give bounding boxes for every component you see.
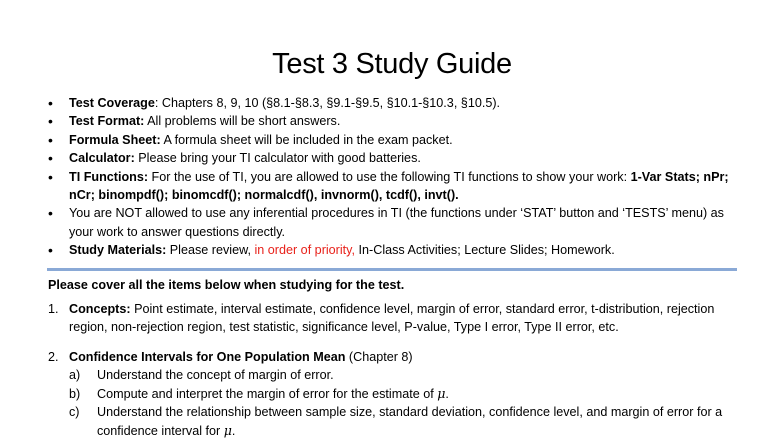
format-label: Test Format: — [69, 114, 145, 129]
item-period: . — [445, 386, 449, 401]
concepts-text: Point estimate, interval estimate, confidence level, margin of error, standard error, t-distribution, rejection region, non-rejection region, test statistic, significance level, P-value, Type I error, Type II error, etc. — [69, 302, 715, 335]
section-divider — [47, 268, 737, 271]
section-number: 2. — [48, 350, 59, 364]
info-bullet-list — [48, 94, 748, 260]
formula-text: A formula sheet will be included in the exam packet. — [160, 132, 453, 147]
section-number: 1. — [48, 302, 59, 316]
materials-text-2: In-Class Activities; Lecture Slides; Homework. — [355, 243, 615, 258]
list-item — [69, 403, 748, 440]
calc-text: Please bring your TI calculator with good batteries. — [134, 151, 421, 166]
bullet-test-coverage — [48, 94, 748, 112]
format-text: All problems will be short answers. — [144, 114, 341, 129]
calc-label: Calculator: — [69, 151, 135, 166]
item-letter: a) — [69, 368, 81, 383]
concepts-label: Concepts: — [69, 302, 131, 316]
ci-chapter: (Chapter 8) — [345, 350, 413, 364]
item-letter: b) — [69, 386, 81, 401]
item-text: Understand the concept of margin of error. — [97, 368, 334, 383]
bullet-calculator — [48, 149, 748, 167]
materials-text-1: Please review, — [166, 243, 255, 258]
bullet-ti-functions — [48, 168, 748, 205]
page-title: Test 3 Study Guide — [272, 48, 512, 80]
cover-heading: Please cover all the items below when studying for the test. — [48, 278, 405, 292]
materials-label: Study Materials: — [69, 243, 167, 258]
ti-text: For the use of TI, you are allowed to use the following TI functions to show your work: — [148, 169, 631, 184]
section-body — [69, 300, 748, 337]
item-letter: c) — [69, 405, 80, 420]
formula-label: Formula Sheet: — [69, 132, 161, 147]
bullet-not-allowed — [48, 204, 748, 241]
section-confidence-intervals — [48, 348, 748, 440]
section-body — [69, 348, 748, 440]
materials-priority: in order of priority, — [254, 243, 356, 258]
coverage-label: Test Coverage — [69, 96, 155, 110]
ci-label: Confidence Intervals for One Population Mean — [69, 350, 346, 364]
bullet-test-format — [48, 112, 748, 130]
section-concepts — [48, 300, 748, 337]
bullet-study-materials — [48, 241, 748, 259]
coverage-text: : Chapters 8, 9, 10 (§8.1-§8.3, §9.1-§9.5, §10.1-§10.3, §10.5). — [154, 96, 501, 110]
item-period: . — [231, 423, 236, 438]
item-text: Compute and interpret the margin of error for the estimate of — [97, 386, 438, 401]
ti-function-list: 1-Var Stats; nPr; nCr; binompdf(); binomcdf(); normalcdf(), invnorm(), tcdf(), invt(). — [69, 169, 729, 203]
bullet-formula-sheet — [48, 131, 748, 149]
mu-symbol: μ — [223, 422, 232, 438]
mu-symbol: μ — [437, 385, 446, 401]
not-allowed-text: You are NOT allowed to use any inferential procedures in TI (the functions under ‘STAT’ button and ‘TESTS’ menu) as your work to answer questions directly. — [69, 206, 724, 239]
list-item — [69, 385, 748, 403]
ti-label: TI Functions: — [69, 169, 149, 184]
section-heading — [69, 348, 748, 366]
list-item — [69, 366, 748, 384]
item-text: Understand the relationship between sample size, standard deviation, confidence level, and margin of error for a confidence interval for — [97, 405, 723, 438]
